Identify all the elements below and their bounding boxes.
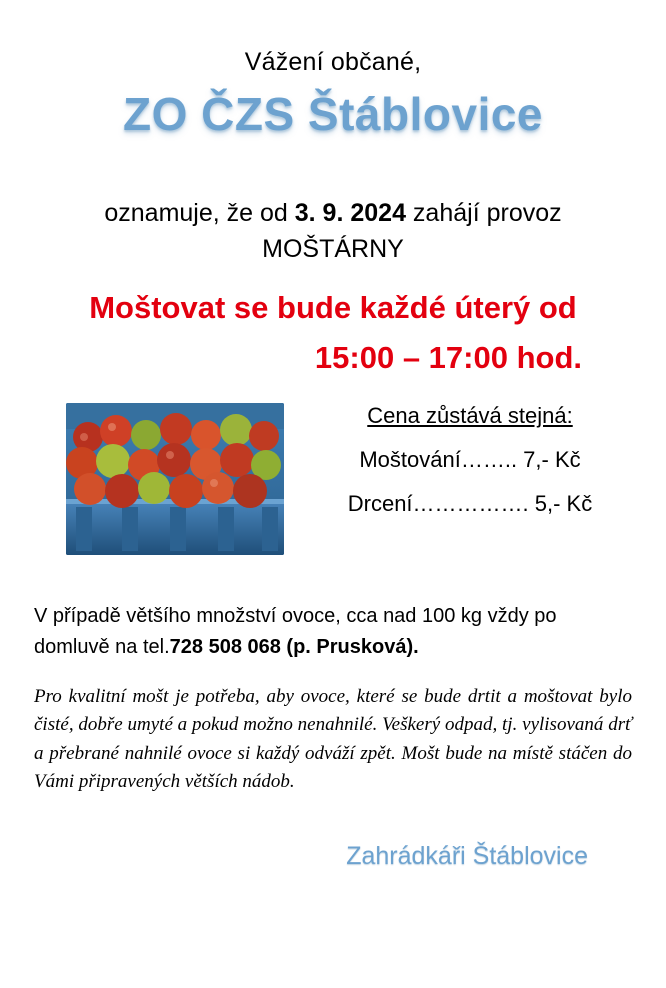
contact-note bbox=[34, 601, 632, 663]
announce-suffix: zahájí provoz bbox=[405, 199, 562, 227]
poster-page bbox=[0, 48, 666, 988]
schedule-highlight bbox=[0, 286, 666, 382]
schedule-line2: 15:00 – 17:00 hod. bbox=[314, 340, 582, 376]
contact-note-prefix: domluvě na tel. bbox=[34, 636, 170, 659]
price-list bbox=[320, 405, 620, 537]
apples-crate-image bbox=[66, 403, 284, 555]
announce-prefix: oznamuje, že od bbox=[104, 199, 295, 227]
salutation-text: Vážení občané, bbox=[244, 48, 422, 76]
price-row: Moštování…….. 7,- Kč bbox=[359, 447, 581, 473]
apples-crate-photo bbox=[66, 403, 284, 555]
schedule-line1-bold: úterý od bbox=[454, 289, 577, 325]
announce-date: 3. 9. 2024 bbox=[294, 199, 406, 227]
schedule-line1-normal: Moštovat se bude každé bbox=[89, 289, 455, 325]
signature-text: Zahrádkáři Štáblovice bbox=[346, 841, 588, 870]
announcement-block bbox=[0, 195, 666, 268]
contact-phone: 728 508 068 (p. Prusková). bbox=[169, 636, 419, 659]
contact-note-line1: V případě většího množství ovoce, cca nad 100 kg vždy po bbox=[34, 605, 557, 628]
price-list-title: Cena zůstává stejná: bbox=[367, 403, 573, 429]
contact-note-line2 bbox=[34, 632, 632, 663]
fineprint-paragraph: Pro kvalitní mošt je potřeba, aby ovoce, které se bude drtit a moštovat bylo čisté, dobře umyté a pokud možno nenahnilé. Veškerý odpad, tj. vylisovaná drť a přebrané nahnilé ovoce si každý odváží zpět. Mošt bude na místě stáčen do Vámi připravených větších nádob. bbox=[34, 686, 632, 792]
price-row: Drcení……………. 5,- Kč bbox=[347, 491, 593, 517]
announce-line2: MOŠTÁRNY bbox=[262, 235, 404, 264]
photo-and-prices bbox=[0, 395, 666, 575]
organization-title: ZO ČZS Štáblovice bbox=[122, 88, 544, 140]
